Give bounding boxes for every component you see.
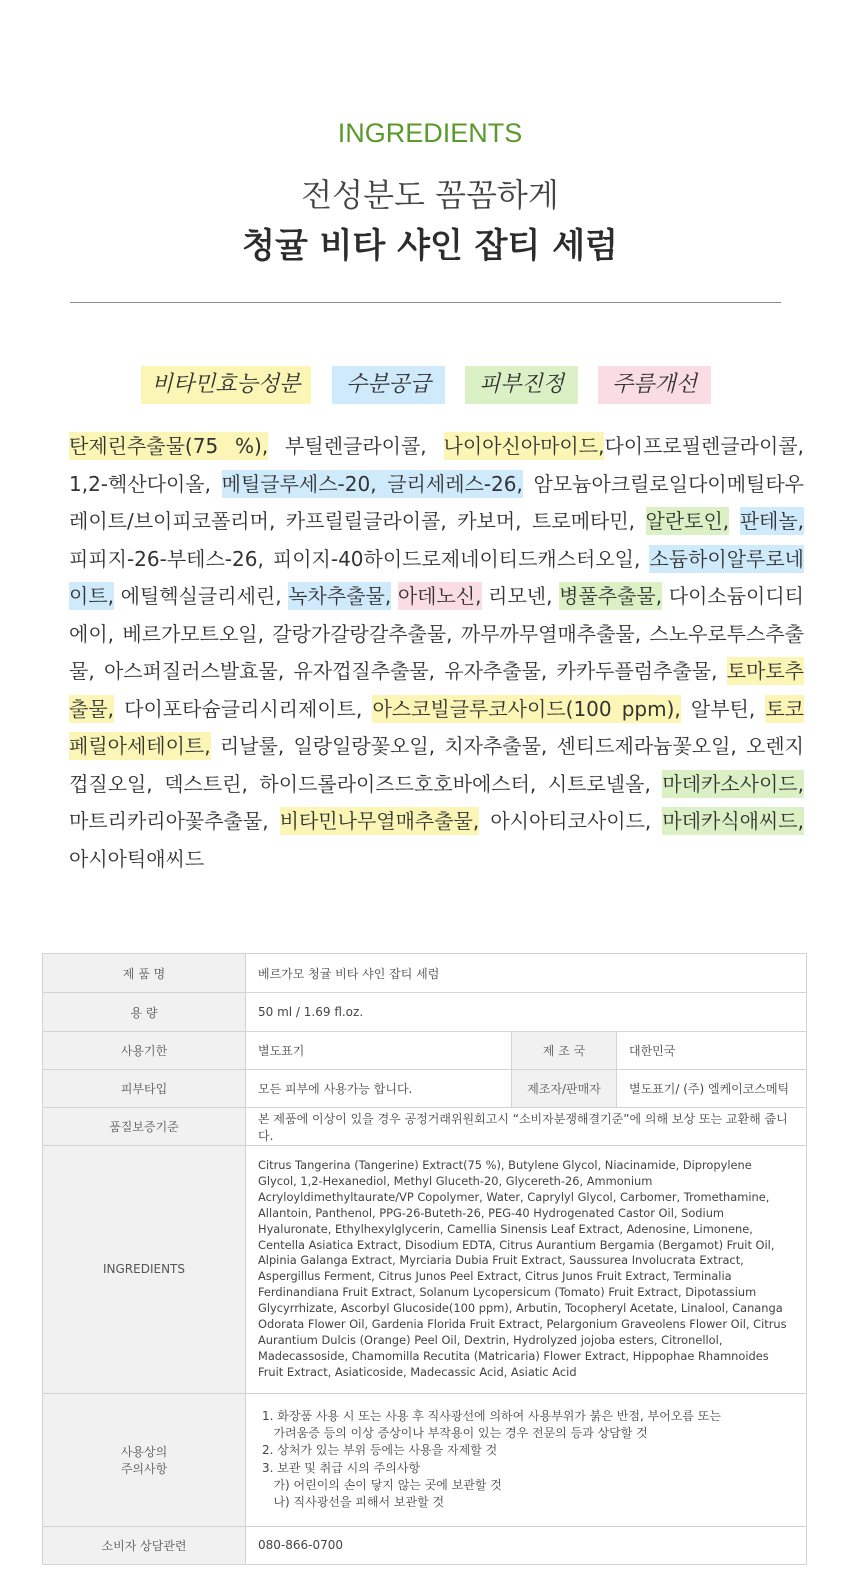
ingredient-highlight-yellow: 비타민나무열매추출물,: [279, 809, 480, 833]
section-eyebrow: INGREDIENTS: [337, 118, 523, 148]
page-title: 청귤 비타 샤인 잡티 세럼: [242, 226, 618, 266]
product-info-table: [42, 953, 807, 1565]
ingredients-en-value: Citrus Tangerina (Tangerine) Extract(75 %), Butylene Glycol, Niacinamide, Dipropylene Glycol, 1,2-Hexanediol, Methyl Gluceth-20, Glycereth-26, Ammonium Acryloyldimethyltaurate/VP Copolymer, Water, Caprylyl Glycol, Carbomer, Tromethamine, Allantoin, Panthenol, PPG-26-Buteth-26, PEG-40 Hydrogenated Castor Oil, Sodium Hyaluronate, Ethylhexylglycerin, Camellia Sinensis Leaf Extract, Adenosine, Limonene, Centella Asiatica Extract, Disodium EDTA, Citrus Aurantium Bergamia (Bergamot) Fruit Oil, Alpinia Galanga Extract, Myrciaria Dubia Fruit Extract, Saussurea Involucrata Extract, Aspergillus Ferment, Citrus Junos Peel Extract, Citrus Junos Fruit Extract, Terminalia Ferdinandiana Fruit Extract, Solanum Lycopersicum (Tomato) Fruit Extract, Dipotassium Glycyrrhizate, Ascorbyl Glucoside(100 ppm), Arbutin, Tocopheryl Acetate, Linalool, Cananga Odorata Flower Oil, Gardenia Florida Fruit Extract, Pelargonium Graveolens Flower Oil, Citrus Aurantium Dulcis (Orange) Peel Oil, Dextrin, Hydrolyzed jojoba esters, Citronellol, Madecassoside, Chamomilla Recutita (Matricaria) Flower Extract, Hippophae Rhamnoides Fruit Extract, Asiaticoside, Madecassic Acid, Asiatic Acid: [246, 1146, 807, 1394]
country-value: 대한민국: [617, 1032, 807, 1070]
skin-type-label: 피부타입: [43, 1070, 246, 1108]
caution-line: 가) 어린이의 손이 닿지 않는 곳에 보관할 것: [262, 1477, 502, 1492]
ingredient-text: 리모넨,: [481, 584, 560, 608]
ingredient-highlight-pink: 아데노신,: [397, 584, 482, 608]
highlight-legend: [0, 366, 860, 406]
ingredient-highlight-blue: 메틸글루세스-20, 글리세레스-26,: [221, 471, 523, 496]
skin-type-value: 모든 피부에 사용가능 합니다.: [246, 1070, 512, 1108]
legend-vitamin: 비타민효능성분: [141, 366, 311, 404]
maker-label: 제조자/판매자: [512, 1070, 617, 1108]
ingredient-highlight-yellow: 토코페릴아세테이트,: [69, 696, 804, 758]
caution-line: 3. 보관 및 취급 시의 주의사항: [262, 1460, 421, 1475]
expiry-label: 사용기한: [43, 1032, 246, 1070]
volume-label: 용 량: [43, 993, 246, 1032]
ingredient-text: 아시아틱애씨드: [69, 846, 205, 871]
ingredient-highlight-green: 병풀추출물,: [559, 584, 663, 608]
expiry-value: 별도표기: [246, 1032, 512, 1070]
ingredient-highlight-green: 마데카소사이드,: [662, 771, 804, 796]
quality-value: 본 제품에 이상이 있을 경우 공정거래위원회고시 “소비자분쟁해결기준”에 의해 보상 또는 교환해 줍니다.: [246, 1108, 807, 1146]
caution-line: 2. 상처가 있는 부위 등에는 사용을 자제할 것: [262, 1443, 498, 1458]
ingredient-text: 에틸헥실글리세린,: [114, 584, 289, 608]
ingredient-highlight-blue: 녹차추출물,: [288, 584, 392, 608]
caution-line: 가려움증 등의 이상 증상이나 부작용이 있는 경우 전문의 등과 상담할 것: [262, 1426, 648, 1441]
ingredient-text: 다이포타슘글리시리제이트,: [114, 696, 373, 721]
consult-value: 080-866-0700: [246, 1526, 807, 1564]
caution-line: 나) 직사광선을 피해서 보관할 것: [262, 1495, 445, 1510]
ingredient-text: 다이소듐이디티에이, 베르가모트오일, 갈랑가갈랑갈추출물, 까무까무열매추출물, 스노우로투스추출물, 아스퍼질러스발효물, 유자껍질추출물, 유자추출물, 카카두플럼추출물,: [69, 584, 804, 683]
ingredient-highlight-yellow: 아스코빌글루코사이드(100 ppm),: [372, 696, 681, 721]
ingredient-text: 아시아티코사이드,: [479, 809, 663, 833]
ingredient-text: 다이프로필렌글라이콜, 1,2-헥산다이올,: [69, 434, 804, 496]
product-name-value: 베르가모 청귤 비타 샤인 잡티 세럼: [246, 954, 807, 993]
caution-label-line-1: 사용상의: [120, 1444, 168, 1459]
ingredient-highlight-green: 마데카식애씨드,: [662, 809, 804, 833]
ingredients-list-ko: [69, 428, 804, 878]
divider: [70, 302, 781, 303]
caution-label-line-2: 주의사항: [120, 1461, 168, 1476]
ingredient-highlight-blue: 판테놀,: [739, 509, 805, 533]
legend-moisture: 수분공급: [332, 366, 445, 404]
volume-value: 50 ml / 1.69 fl.oz.: [246, 993, 807, 1032]
quality-label: 품질보증기준: [43, 1108, 246, 1146]
ingredient-text: 암모늄아크릴로일다이메틸타우레이트/브이피코폴리머, 카프릴릴글라이콜, 카보머, 트로메타민,: [69, 471, 804, 533]
product-name-label: 제 품 명: [43, 954, 246, 993]
caution-value: [246, 1393, 807, 1526]
ingredient-text: 알부틴,: [680, 696, 766, 721]
section-subtitle: 전성분도 꼼꼼하게: [301, 176, 559, 214]
consult-label: 소비자 상담관련: [43, 1526, 246, 1564]
ingredient-highlight-yellow: 토마토추출물,: [69, 659, 804, 721]
ingredient-text: 부틸렌글라이콜,: [268, 434, 444, 458]
ingredient-text: [391, 582, 398, 610]
ingredient-text: 마트리카리아꽃추출물,: [69, 809, 280, 833]
ingredients-label: INGREDIENTS: [43, 1146, 246, 1394]
caution-label: [43, 1393, 246, 1526]
ingredient-highlight-blue: 소듐하이알루로네이트,: [69, 546, 804, 608]
ingredient-highlight-green: 알란토인,: [645, 509, 730, 533]
caution-line: 1. 화장품 사용 시 또는 사용 후 직사광선에 의하여 사용부위가 붉은 반점, 부어오름 또는: [262, 1409, 721, 1424]
country-label: 제 조 국: [512, 1032, 617, 1070]
ingredient-text: 피피지-26-부테스-26, 피이지-40하이드로제네이티드캐스터오일,: [69, 546, 650, 571]
ingredient-text: 리날룰, 일랑일랑꽃오일, 치자추출물, 센티드제라늄꽃오일, 오렌지껍질오일, 덱스트린, 하이드롤라이즈드호호바에스터, 시트로넬올,: [69, 734, 804, 796]
maker-value: 별도표기/ (주) 엘케이코스메틱: [617, 1070, 807, 1108]
legend-soothing: 피부진정: [465, 366, 578, 404]
ingredient-highlight-yellow: 탄제린추출물(75 %),: [69, 434, 269, 458]
legend-wrinkle: 주름개선: [598, 366, 711, 404]
ingredient-highlight-yellow: 나이아신아마이드,: [443, 434, 605, 458]
ingredient-text: [729, 507, 740, 535]
